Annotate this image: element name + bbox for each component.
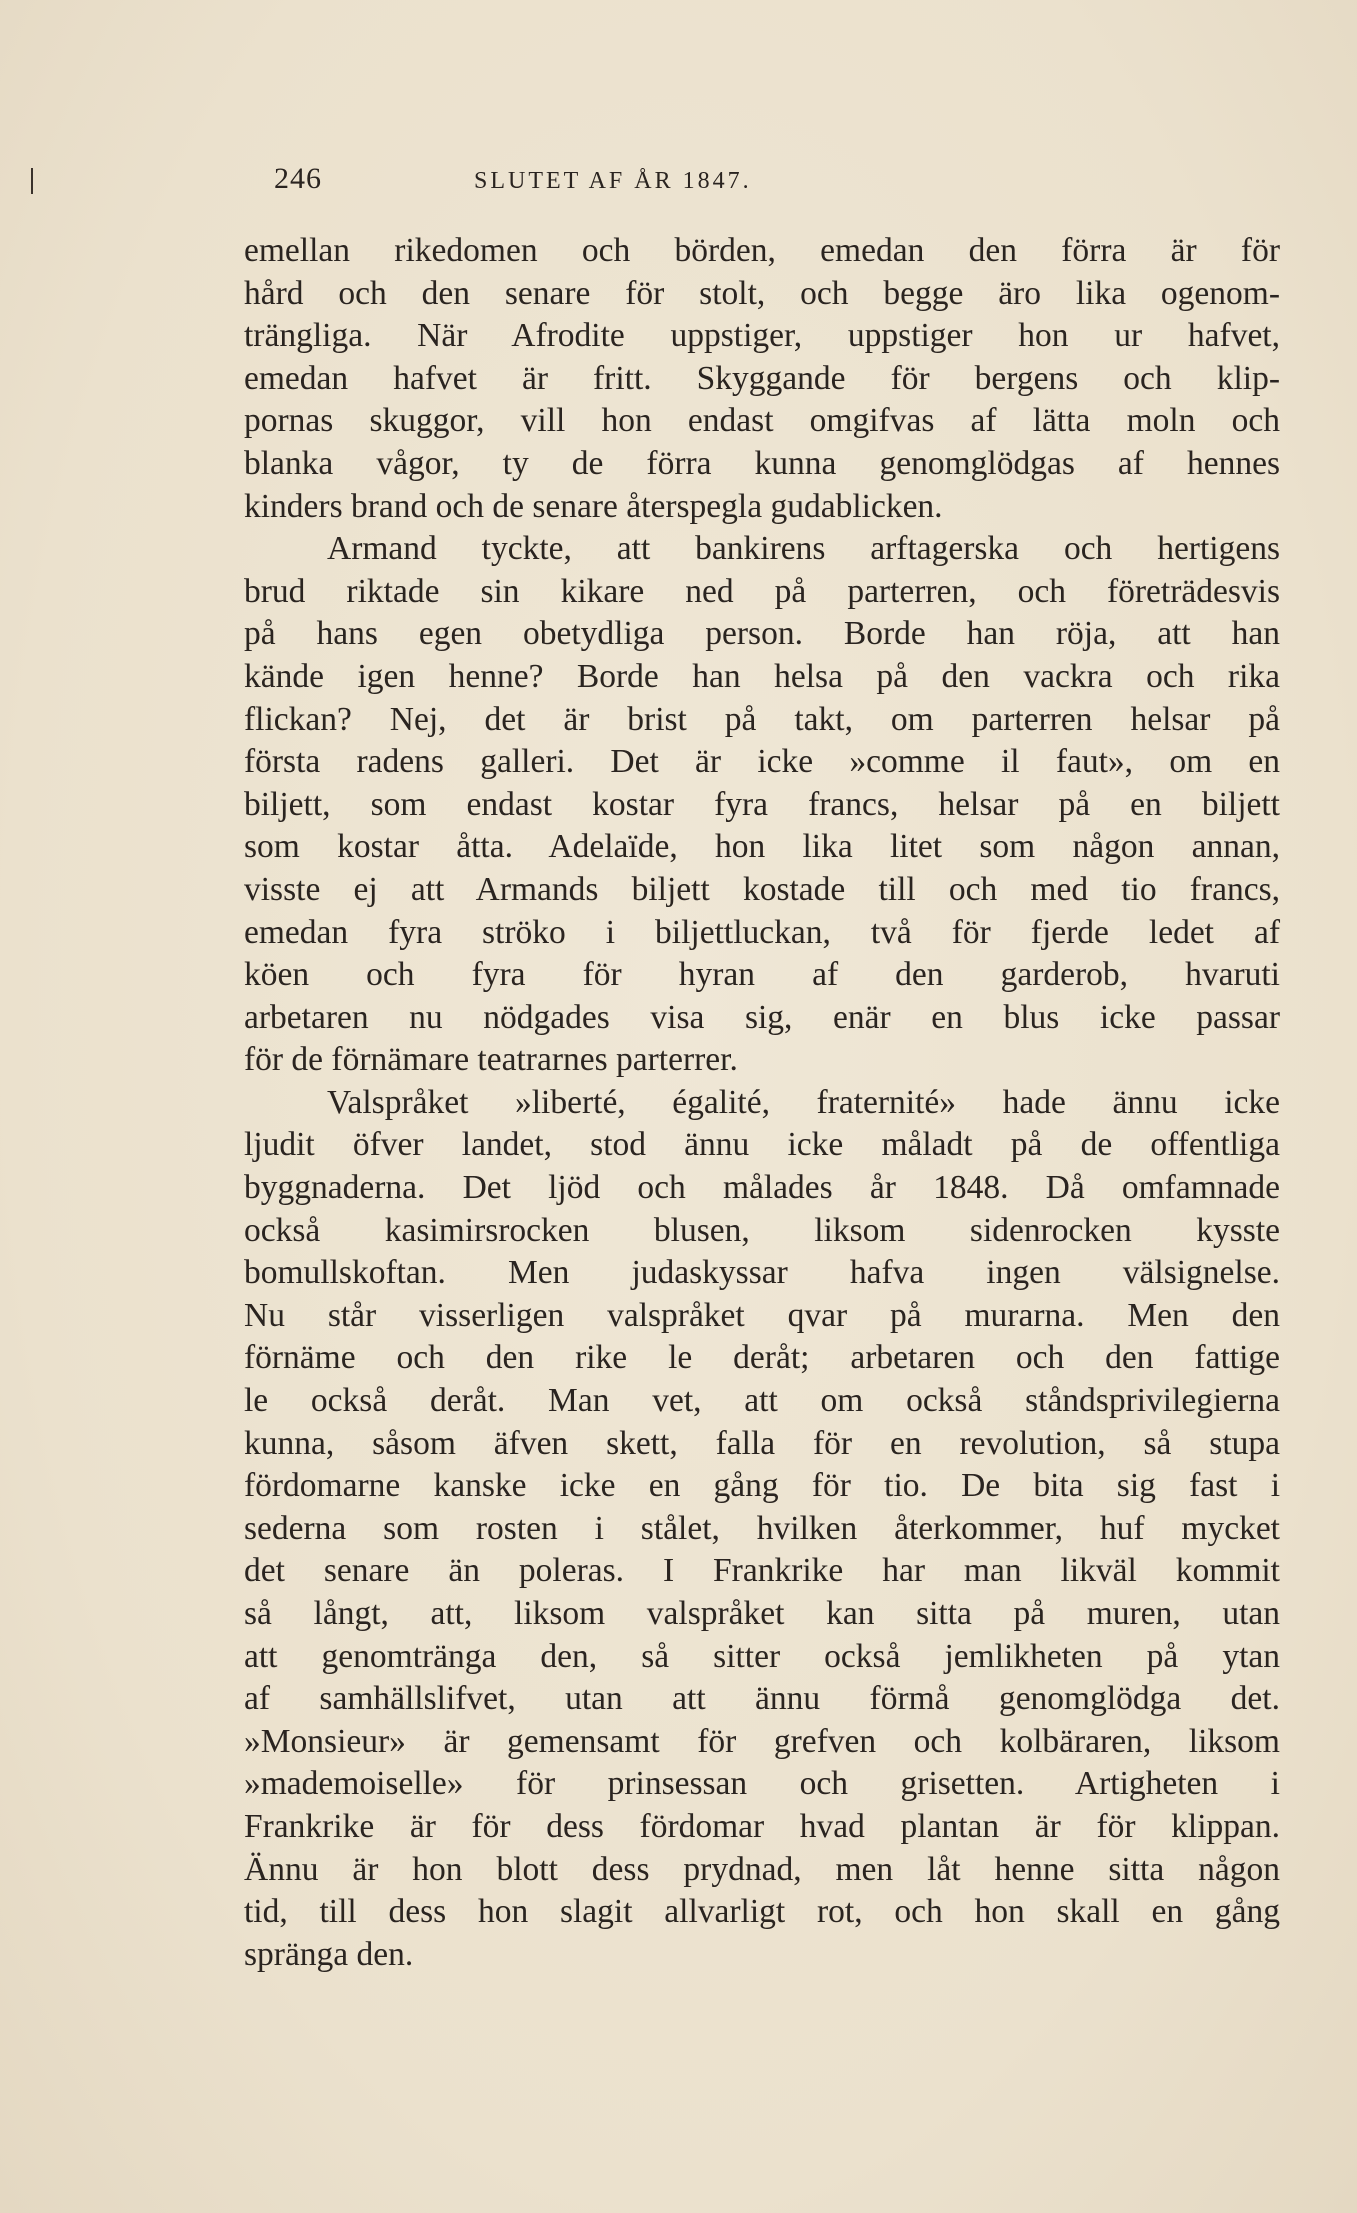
body-text: [244, 230, 1280, 1976]
text-line: tid, till dess hon slagit allvarligt rot, och hon skall en gång: [244, 1893, 1280, 1931]
text-line: kinders brand och de senare återspegla gudablicken.: [244, 487, 943, 525]
text-line: Ännu är hon blott dess prydnad, men låt henne sitta någon: [244, 1850, 1280, 1888]
text-line: biljett, som endast kostar fyra francs, helsar på en biljett: [244, 785, 1280, 823]
running-head: SLUTET AF ÅR 1847.: [474, 168, 752, 194]
text-line: också kasimirsrocken blusen, liksom sidenrocken kysste: [244, 1211, 1280, 1249]
text-line: Armand tyckte, att bankirens arftagerska och hertigens: [327, 530, 1280, 568]
text-line: emedan fyra ströko i biljettluckan, två för fjerde ledet af: [244, 913, 1280, 951]
text-line: så långt, att, liksom valspråket kan sitta på muren, utan: [244, 1595, 1280, 1632]
text-line: att genomtränga den, så sitter också jemlikheten på ytan: [244, 1637, 1280, 1675]
text-line: bomullskoftan. Men judaskyssar hafva ingen välsignelse.: [244, 1254, 1280, 1292]
text-line: trängliga. När Afrodite uppstiger, uppstiger hon ur hafvet,: [244, 317, 1280, 355]
text-line: det senare än poleras. I Frankrike har man likväl kommit: [244, 1552, 1280, 1590]
text-line: byggnaderna. Det ljöd och målades år 1848. Då omfamnade: [244, 1169, 1280, 1207]
margin-mark: [31, 168, 33, 194]
text-line: ljudit öfver landet, stod ännu icke måladt på de offentliga: [244, 1126, 1280, 1164]
text-line: af samhällslifvet, utan att ännu förmå genomglödga det.: [244, 1680, 1280, 1718]
text-line: »mademoiselle» för prinsessan och grisetten. Artigheten i: [244, 1765, 1280, 1803]
text-line: Nu står visserligen valspråket qvar på murarna. Men den: [244, 1296, 1280, 1334]
text-line: emellan rikedomen och börden, emedan den förra är för: [244, 232, 1280, 269]
text-line: fördomarne kanske icke en gång för tio. De bita sig fast i: [244, 1467, 1280, 1505]
page-number: 246: [274, 162, 322, 195]
text-line: för de förnämare teatrarnes parterrer.: [244, 1041, 738, 1079]
text-line: kunna, såsom äfven skett, falla för en revolution, så stupa: [244, 1424, 1280, 1462]
text-line: hård och den senare för stolt, och begge äro lika ogenom-: [244, 274, 1280, 312]
text-line: Valspråket »liberté, égalité, fraternité» hade ännu icke: [327, 1083, 1280, 1121]
text-line: blanka vågor, ty de förra kunna genomglödgas af hennes: [244, 444, 1280, 482]
text-line: brud riktade sin kikare ned på parterren, och företrädesvis: [244, 572, 1280, 610]
text-line: första radens galleri. Det är icke »comme il faut», om en: [244, 743, 1280, 781]
text-line: emedan hafvet är fritt. Skyggande för bergens och klip-: [244, 359, 1280, 397]
text-line: Frankrike är för dess fördomar hvad plantan är för klippan.: [244, 1807, 1280, 1845]
text-line: köen och fyra för hyran af den garderob, hvaruti: [244, 956, 1280, 994]
text-line: spränga den.: [244, 1935, 414, 1973]
text-line: kände igen henne? Borde han helsa på den vackra och rika: [244, 657, 1280, 695]
text-line: visste ej att Armands biljett kostade till och med tio francs,: [244, 870, 1280, 908]
text-line: förnäme och den rike le deråt; arbetaren och den fattige: [244, 1339, 1280, 1377]
text-line: på hans egen obetydliga person. Borde han röja, att han: [244, 615, 1280, 653]
page-header: [274, 162, 974, 202]
text-line: le också deråt. Man vet, att om också ståndsprivilegierna: [244, 1382, 1280, 1420]
text-line: pornas skuggor, vill hon endast omgifvas af lätta moln och: [244, 402, 1280, 440]
text-line: arbetaren nu nödgades visa sig, enär en blus icke passar: [244, 998, 1280, 1036]
text-line: »Monsieur» är gemensamt för grefven och kolbäraren, liksom: [244, 1722, 1280, 1760]
text-line: sederna som rosten i stålet, hvilken återkommer, huf mycket: [244, 1509, 1280, 1547]
text-line: som kostar åtta. Adelaïde, hon lika litet som någon annan,: [244, 828, 1280, 866]
text-line: flickan? Nej, det är brist på takt, om parterren helsar på: [244, 700, 1280, 738]
